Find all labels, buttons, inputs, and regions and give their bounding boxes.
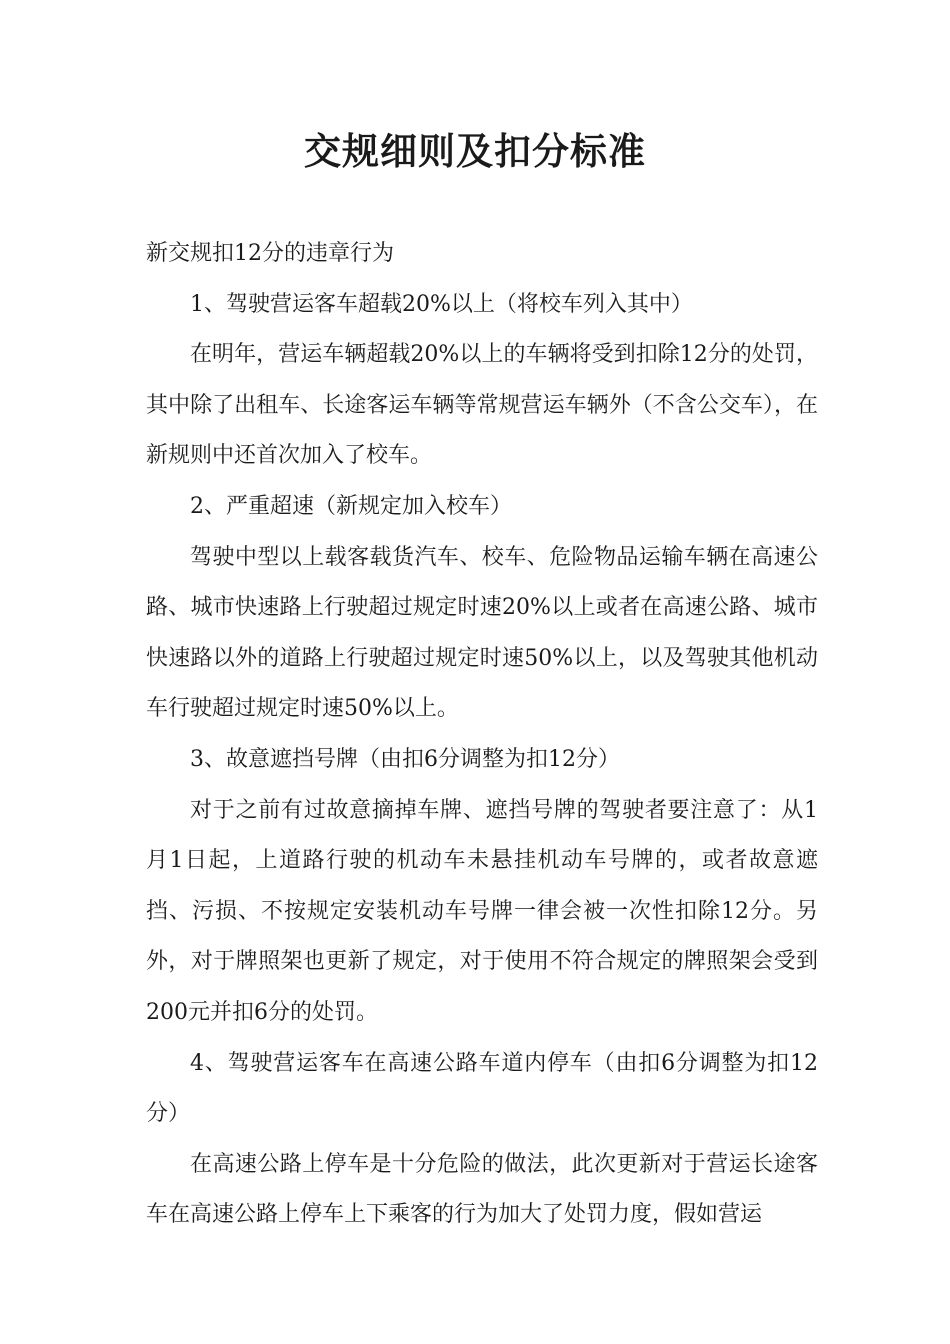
body-paragraph: 在高速公路上停车是十分危险的做法，此次更新对于营运长途客车在高速公路上停车上下乘客的行为加大了处罚力度，假如营运 [146, 1151, 818, 1228]
rule-item-heading: 3、故意遮挡号牌（由扣6分调整为扣12分） [190, 746, 620, 772]
section-heading: 新交规扣12分的违章行为 [146, 241, 394, 266]
rule-item-heading: 4、驾驶营运客车在高速公路车道内停车（由扣6分调整为扣12分） [146, 1050, 818, 1127]
body-paragraph: 对于之前有过故意摘掉车牌、遮挡号牌的驾驶者要注意了：从1月1日起，上道路行驶的机动车未悬挂机动车号牌的，或者故意遮挡、污损、不按规定安装机动车号牌一律会被一次性扣除12分。另外，对于牌照架也更新了规定，对于使用不符合规定的牌照架会受到200元并扣6分的处罚。 [146, 797, 818, 1025]
document-title: 交规细则及扣分标准 [304, 130, 646, 173]
document-body [146, 229, 818, 1241]
body-paragraph: 驾驶中型以上载客载货汽车、校车、危险物品运输车辆在高速公路、城市快速路上行驶超过规定时速20%以上或者在高速公路、城市快速路以外的道路上行驶超过规定时速50%以上，以及驾驶其他机动车行驶超过规定时速50%以上。 [146, 544, 818, 722]
rule-item-heading: 1、驾驶营运客车超载20%以上（将校车列入其中） [190, 291, 693, 317]
body-paragraph: 在明年，营运车辆超载20%以上的车辆将受到扣除12分的处罚，其中除了出租车、长途客运车辆等常规营运车辆外（不含公交车），在新规则中还首次加入了校车。 [146, 342, 818, 469]
rule-item-heading: 2、严重超速（新规定加入校车） [190, 493, 512, 519]
